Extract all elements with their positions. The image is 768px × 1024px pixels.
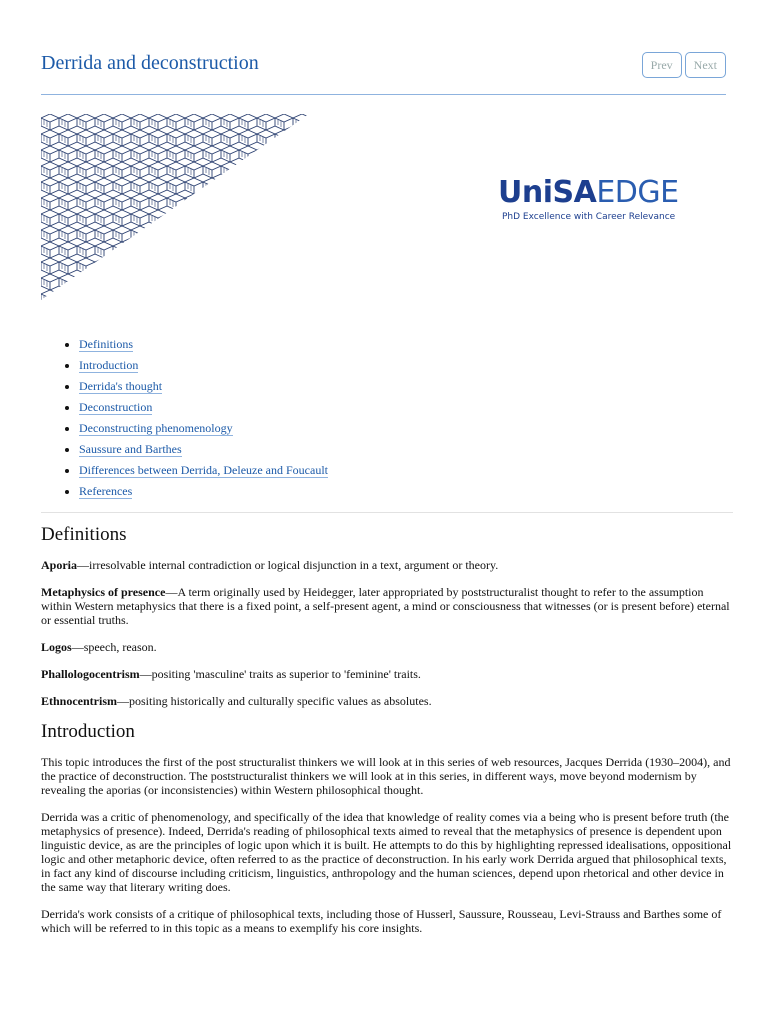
definition-item xyxy=(41,585,733,627)
definition-term: Phallologocentrism xyxy=(41,667,140,681)
prev-button[interactable]: Prev xyxy=(642,52,682,78)
definition-text: —positing 'masculine' traits as superior to 'feminine' traits. xyxy=(139,667,421,681)
pager xyxy=(642,52,726,78)
definition-item xyxy=(41,694,733,708)
definition-term: Metaphysics of presence xyxy=(41,585,166,599)
definition-text: —speech, reason. xyxy=(71,640,157,654)
intro-paragraph: Derrida was a critic of phenomenology, and specifically of the idea that knowledge of reality comes via a being who is present before truth (the metaphysics of presence). Indeed, Derrida's reading of philosophical texts aimed to reveal that the metaphysics of presence is dependent upon linguistic device, as are the principles of logic upon which it is built. He attempts to do this by highlighting repressed idealisations, oppositional logic and other metaphoric device, often referred to as the practice of deconstruction. In his early work Derrida argued that philosophical texts, in fact any kind of discourse including criticism, linguistics, anthropology and the human sciences, depend upon rhetorical and other device in the same way that literary writing does. xyxy=(41,810,732,894)
logo-light-text: EDGE xyxy=(596,175,679,210)
unisa-edge-logo xyxy=(498,176,678,222)
banner xyxy=(41,114,726,300)
definition-text: —positing historically and culturally specific values as absolutes. xyxy=(117,694,432,708)
toc-item xyxy=(79,420,328,441)
toc-item xyxy=(79,336,328,357)
toc-item xyxy=(79,441,328,462)
table-of-contents xyxy=(61,336,328,504)
logo-wordmark xyxy=(498,176,678,210)
definitions-section xyxy=(41,524,733,708)
definition-term: Logos xyxy=(41,640,72,654)
toc-item xyxy=(79,399,328,420)
intro-paragraph: This topic introduces the first of the post structuralist thinkers we will look at in this series of web resources, Jacques Derrida (1930–2004), and the practice of deconstruction. The poststructuralist thinkers we will look at in this series, in different ways, move beyond modernism by revealing the aporias (or inconsistencies) within Western philosophical thought. xyxy=(41,755,731,797)
page-title: Derrida and deconstruction xyxy=(41,52,259,74)
introduction-section xyxy=(41,721,733,935)
toc-item xyxy=(79,378,328,399)
definition-text: —A term originally used by Heidegger, later appropriated by poststructuralist thought to refer to the assumption within Western metaphysics that there is a fixed point, a self-present agent, a mind or consciousness that witnesses (or is present before) eternal or essential truths. xyxy=(41,585,730,627)
toc-link-introduction[interactable]: Introduction xyxy=(79,358,139,372)
definition-term: Ethnocentrism xyxy=(41,694,117,708)
divider xyxy=(41,512,733,513)
logo-tagline: PhD Excellence with Career Relevance xyxy=(502,212,676,222)
toc-link-saussure-barthes[interactable]: Saussure and Barthes xyxy=(79,442,182,456)
toc-link-deconstruction[interactable]: Deconstruction xyxy=(79,400,153,414)
geometric-cube-pattern-icon xyxy=(41,114,311,300)
toc-item xyxy=(79,462,328,483)
toc-link-differences[interactable]: Differences between Derrida, Deleuze and Foucault xyxy=(79,463,328,477)
logo-bold-text: UniSA xyxy=(498,175,597,210)
toc-link-derridas-thought[interactable]: Derrida's thought xyxy=(79,379,163,393)
toc-link-references[interactable]: References xyxy=(79,484,133,498)
page-header xyxy=(41,50,726,95)
definition-item xyxy=(41,558,733,572)
intro-paragraph: Derrida's work consists of a critique of philosophical texts, including those of Husserl, Saussure, Rousseau, Levi-Strauss and Barthes some of which will be referred to in this topic as a means to exemplify his core insights. xyxy=(41,907,722,935)
definition-text: —irresolvable internal contradiction or logical disjunction in a text, argument or theory. xyxy=(77,558,499,572)
definition-term: Aporia xyxy=(41,558,77,572)
toc-item xyxy=(79,357,328,378)
definition-item xyxy=(41,640,733,654)
definitions-heading: Definitions xyxy=(41,524,127,545)
toc-link-definitions[interactable]: Definitions xyxy=(79,337,133,351)
definition-item xyxy=(41,667,733,681)
introduction-heading: Introduction xyxy=(41,721,135,742)
toc-item xyxy=(79,483,328,504)
main-content xyxy=(41,524,733,948)
next-button[interactable]: Next xyxy=(685,52,726,78)
toc-link-deconstructing-phenomenology[interactable]: Deconstructing phenomenology xyxy=(79,421,233,435)
